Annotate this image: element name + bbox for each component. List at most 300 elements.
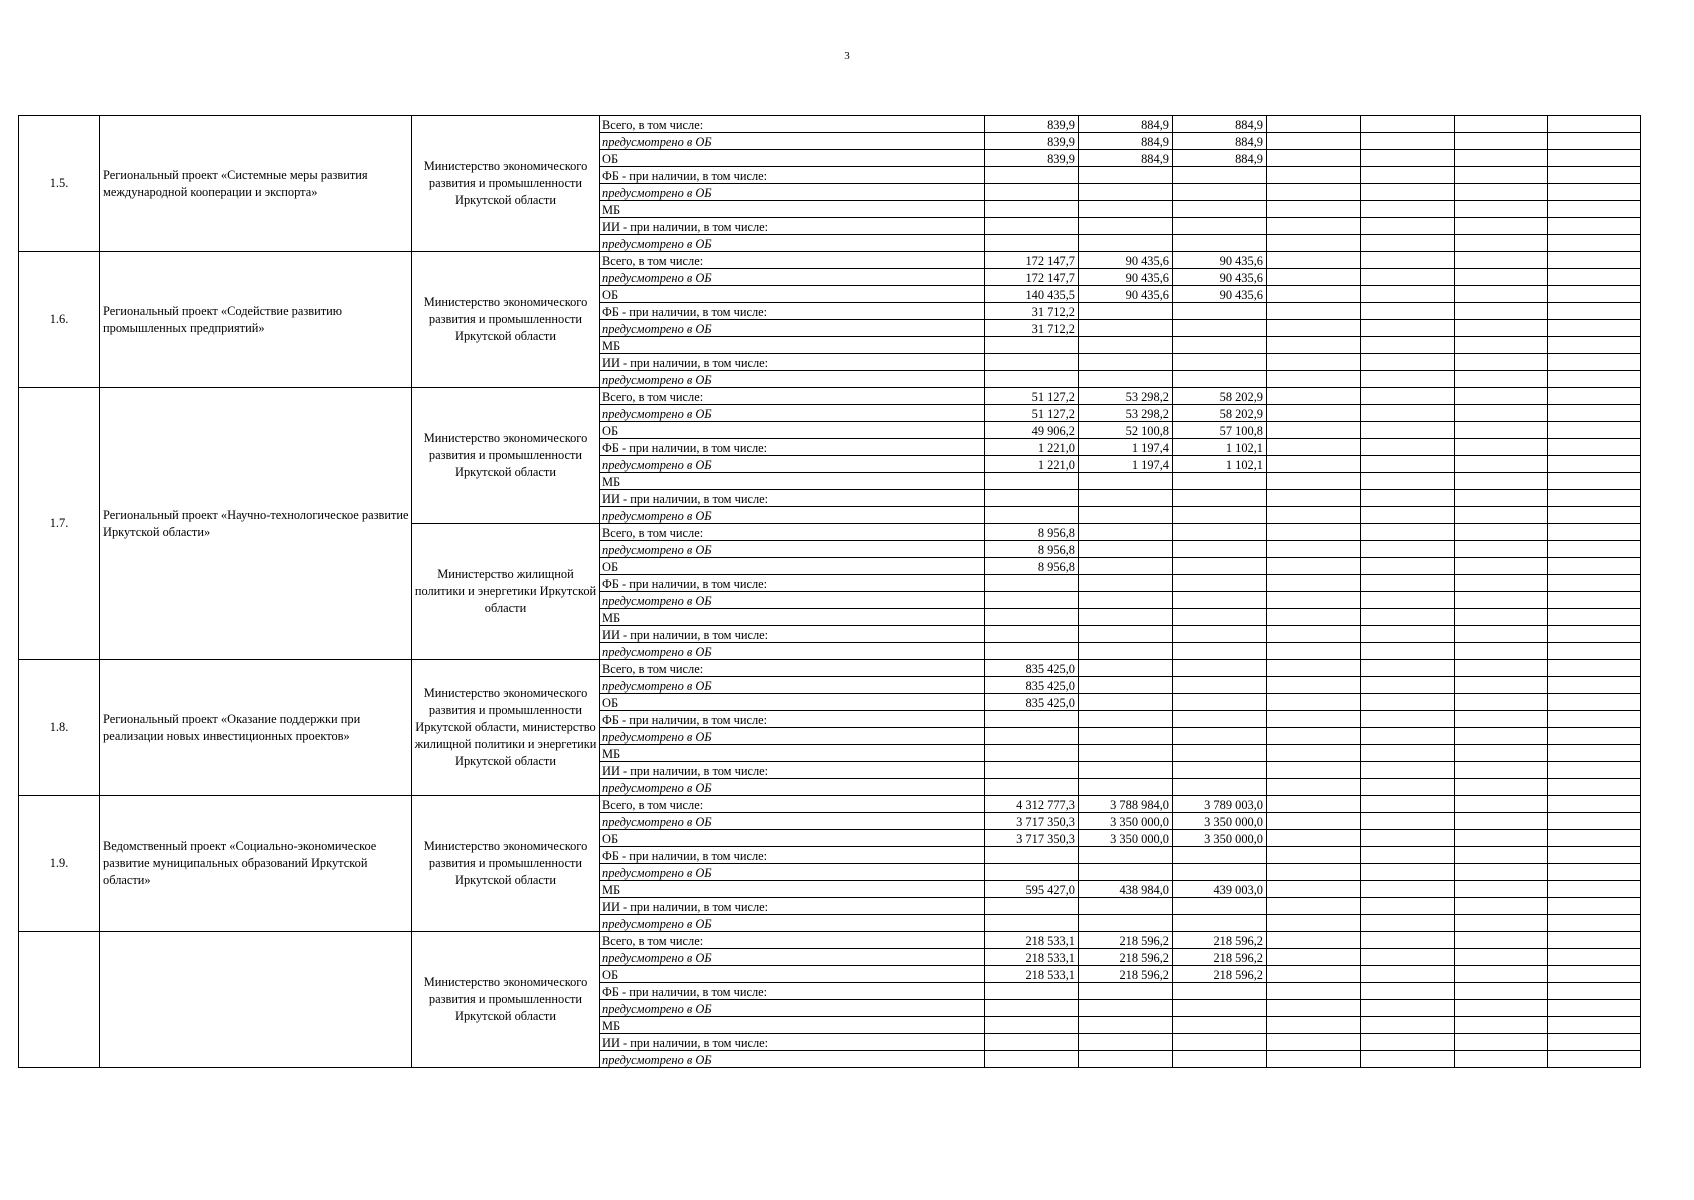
empty-cell — [1455, 881, 1548, 898]
empty-cell — [1361, 490, 1455, 507]
empty-cell — [1455, 983, 1548, 1000]
empty-cell — [1267, 728, 1361, 745]
empty-cell — [1361, 439, 1455, 456]
amount-cell — [1079, 524, 1173, 541]
empty-cell — [1267, 762, 1361, 779]
empty-cell — [1361, 575, 1455, 592]
empty-cell — [1361, 235, 1455, 252]
table-row — [19, 252, 1641, 269]
empty-cell — [1548, 405, 1641, 422]
empty-cell — [1267, 1017, 1361, 1034]
amount-cell — [1079, 626, 1173, 643]
empty-cell — [1361, 405, 1455, 422]
empty-cell — [1455, 830, 1548, 847]
funding-source-label: предусмотрено в ОБ — [600, 184, 985, 201]
empty-cell — [1455, 303, 1548, 320]
funding-source-label: предусмотрено в ОБ — [600, 541, 985, 558]
empty-cell — [1361, 898, 1455, 915]
amount-cell: 140 435,5 — [985, 286, 1079, 303]
amount-cell — [1079, 218, 1173, 235]
amount-cell: 3 350 000,0 — [1173, 813, 1267, 830]
amount-cell: 31 712,2 — [985, 320, 1079, 337]
empty-cell — [1455, 592, 1548, 609]
table-row — [19, 932, 1641, 949]
empty-cell — [1267, 524, 1361, 541]
funding-source-label: предусмотрено в ОБ — [600, 456, 985, 473]
empty-cell — [1455, 541, 1548, 558]
amount-cell — [985, 201, 1079, 218]
amount-cell — [1079, 371, 1173, 388]
amount-cell — [1173, 592, 1267, 609]
amount-cell — [1173, 864, 1267, 881]
empty-cell — [1455, 371, 1548, 388]
empty-cell — [1361, 609, 1455, 626]
empty-cell — [1548, 1051, 1641, 1068]
empty-cell — [1361, 677, 1455, 694]
empty-cell — [1267, 796, 1361, 813]
empty-cell — [1267, 745, 1361, 762]
amount-cell — [985, 473, 1079, 490]
amount-cell — [1173, 371, 1267, 388]
funding-source-label: Всего, в том числе: — [600, 388, 985, 405]
amount-cell — [1173, 541, 1267, 558]
empty-cell — [1267, 847, 1361, 864]
project-name: Региональный проект «Содействие развитию промышленных предприятий» — [100, 252, 412, 388]
empty-cell — [1267, 201, 1361, 218]
amount-cell — [985, 847, 1079, 864]
empty-cell — [1267, 303, 1361, 320]
amount-cell — [985, 354, 1079, 371]
amount-cell — [985, 762, 1079, 779]
empty-cell — [1361, 558, 1455, 575]
page-number: 3 — [844, 50, 850, 62]
empty-cell — [1267, 422, 1361, 439]
amount-cell — [985, 167, 1079, 184]
empty-cell — [1267, 1034, 1361, 1051]
amount-cell — [1173, 643, 1267, 660]
empty-cell — [1361, 456, 1455, 473]
amount-cell: 439 003,0 — [1173, 881, 1267, 898]
funding-source-label: предусмотрено в ОБ — [600, 320, 985, 337]
amount-cell: 8 956,8 — [985, 558, 1079, 575]
empty-cell — [1548, 184, 1641, 201]
amount-cell — [1079, 711, 1173, 728]
amount-cell: 51 127,2 — [985, 388, 1079, 405]
empty-cell — [1455, 456, 1548, 473]
empty-cell — [1361, 745, 1455, 762]
amount-cell — [1079, 1000, 1173, 1017]
empty-cell — [1455, 286, 1548, 303]
amount-cell — [985, 507, 1079, 524]
amount-cell: 1 102,1 — [1173, 439, 1267, 456]
amount-cell: 57 100,8 — [1173, 422, 1267, 439]
empty-cell — [1267, 575, 1361, 592]
amount-cell — [1173, 1000, 1267, 1017]
empty-cell — [1267, 1051, 1361, 1068]
empty-cell — [1361, 269, 1455, 286]
empty-cell — [1455, 320, 1548, 337]
empty-cell — [1267, 167, 1361, 184]
empty-cell — [1361, 507, 1455, 524]
amount-cell — [1079, 303, 1173, 320]
amount-cell: 218 533,1 — [985, 966, 1079, 983]
empty-cell — [1361, 388, 1455, 405]
amount-cell — [1173, 1017, 1267, 1034]
empty-cell — [1267, 490, 1361, 507]
empty-cell — [1267, 609, 1361, 626]
empty-cell — [1361, 915, 1455, 932]
empty-cell — [1455, 660, 1548, 677]
empty-cell — [1455, 422, 1548, 439]
empty-cell — [1267, 779, 1361, 796]
amount-cell — [1173, 915, 1267, 932]
empty-cell — [1361, 337, 1455, 354]
empty-cell — [1548, 847, 1641, 864]
amount-cell — [1079, 354, 1173, 371]
amount-cell: 53 298,2 — [1079, 388, 1173, 405]
empty-cell — [1455, 694, 1548, 711]
amount-cell: 839,9 — [985, 150, 1079, 167]
funding-source-label: предусмотрено в ОБ — [600, 235, 985, 252]
empty-cell — [1548, 473, 1641, 490]
empty-cell — [1361, 949, 1455, 966]
amount-cell — [1079, 762, 1173, 779]
responsible-executor: Министерство экономического развития и промышленности Иркутской области — [412, 116, 600, 252]
amount-cell — [1079, 201, 1173, 218]
amount-cell — [1079, 864, 1173, 881]
empty-cell — [1361, 184, 1455, 201]
empty-cell — [1548, 303, 1641, 320]
amount-cell — [985, 371, 1079, 388]
amount-cell — [985, 643, 1079, 660]
amount-cell — [1173, 218, 1267, 235]
empty-cell — [1455, 116, 1548, 133]
amount-cell: 884,9 — [1173, 150, 1267, 167]
empty-cell — [1267, 133, 1361, 150]
empty-cell — [1267, 507, 1361, 524]
amount-cell — [1079, 473, 1173, 490]
funding-source-label: МБ — [600, 609, 985, 626]
amount-cell: 3 717 350,3 — [985, 830, 1079, 847]
amount-cell — [1173, 354, 1267, 371]
empty-cell — [1267, 541, 1361, 558]
empty-cell — [1548, 575, 1641, 592]
empty-cell — [1455, 252, 1548, 269]
funding-source-label: ИИ - при наличии, в том числе: — [600, 354, 985, 371]
empty-cell — [1455, 949, 1548, 966]
funding-source-label: ОБ — [600, 694, 985, 711]
amount-cell: 218 596,2 — [1173, 932, 1267, 949]
amount-cell: 90 435,6 — [1173, 252, 1267, 269]
funding-source-label: ИИ - при наличии, в том числе: — [600, 762, 985, 779]
empty-cell — [1548, 167, 1641, 184]
amount-cell — [1173, 1051, 1267, 1068]
table-row — [19, 388, 1641, 405]
amount-cell: 90 435,6 — [1079, 286, 1173, 303]
amount-cell — [985, 864, 1079, 881]
funding-source-label: ФБ - при наличии, в том числе: — [600, 167, 985, 184]
amount-cell — [1173, 167, 1267, 184]
empty-cell — [1455, 133, 1548, 150]
funding-source-label: МБ — [600, 881, 985, 898]
funding-source-label: ИИ - при наличии, в том числе: — [600, 1034, 985, 1051]
empty-cell — [1361, 252, 1455, 269]
empty-cell — [1267, 184, 1361, 201]
empty-cell — [1548, 881, 1641, 898]
section-index: 1.6. — [19, 252, 100, 388]
amount-cell: 884,9 — [1079, 150, 1173, 167]
amount-cell: 90 435,6 — [1079, 252, 1173, 269]
funding-source-label: ФБ - при наличии, в том числе: — [600, 303, 985, 320]
amount-cell — [1173, 983, 1267, 1000]
empty-cell — [1361, 932, 1455, 949]
empty-cell — [1455, 507, 1548, 524]
empty-cell — [1548, 252, 1641, 269]
empty-cell — [1361, 847, 1455, 864]
amount-cell — [1173, 779, 1267, 796]
amount-cell — [1079, 167, 1173, 184]
empty-cell — [1548, 388, 1641, 405]
amount-cell — [1079, 660, 1173, 677]
empty-cell — [1455, 1051, 1548, 1068]
empty-cell — [1361, 813, 1455, 830]
amount-cell: 52 100,8 — [1079, 422, 1173, 439]
empty-cell — [1548, 626, 1641, 643]
empty-cell — [1361, 830, 1455, 847]
amount-cell — [1173, 320, 1267, 337]
funding-source-label: предусмотрено в ОБ — [600, 813, 985, 830]
empty-cell — [1361, 133, 1455, 150]
empty-cell — [1361, 320, 1455, 337]
funding-source-label: ОБ — [600, 150, 985, 167]
amount-cell: 3 350 000,0 — [1079, 830, 1173, 847]
empty-cell — [1267, 949, 1361, 966]
empty-cell — [1267, 473, 1361, 490]
empty-cell — [1267, 660, 1361, 677]
funding-source-label: предусмотрено в ОБ — [600, 405, 985, 422]
empty-cell — [1548, 541, 1641, 558]
empty-cell — [1548, 320, 1641, 337]
empty-cell — [1455, 762, 1548, 779]
empty-cell — [1455, 915, 1548, 932]
empty-cell — [1548, 762, 1641, 779]
empty-cell — [1267, 252, 1361, 269]
amount-cell: 884,9 — [1173, 133, 1267, 150]
responsible-executor: Министерство экономического развития и промышленности Иркутской области — [412, 796, 600, 932]
section-index: 1.8. — [19, 660, 100, 796]
empty-cell — [1548, 745, 1641, 762]
amount-cell — [1173, 847, 1267, 864]
empty-cell — [1548, 235, 1641, 252]
empty-cell — [1455, 388, 1548, 405]
empty-cell — [1361, 218, 1455, 235]
empty-cell — [1267, 711, 1361, 728]
empty-cell — [1548, 864, 1641, 881]
empty-cell — [1548, 898, 1641, 915]
amount-cell — [985, 1017, 1079, 1034]
empty-cell — [1361, 779, 1455, 796]
amount-cell: 90 435,6 — [1079, 269, 1173, 286]
amount-cell: 3 717 350,3 — [985, 813, 1079, 830]
empty-cell — [1361, 150, 1455, 167]
amount-cell: 884,9 — [1173, 116, 1267, 133]
amount-cell — [1079, 320, 1173, 337]
empty-cell — [1455, 796, 1548, 813]
empty-cell — [1548, 983, 1641, 1000]
empty-cell — [1548, 439, 1641, 456]
amount-cell: 3 788 984,0 — [1079, 796, 1173, 813]
amount-cell — [1173, 660, 1267, 677]
amount-cell — [985, 218, 1079, 235]
empty-cell — [1548, 116, 1641, 133]
amount-cell: 3 350 000,0 — [1079, 813, 1173, 830]
amount-cell: 58 202,9 — [1173, 405, 1267, 422]
empty-cell — [1455, 269, 1548, 286]
empty-cell — [1267, 830, 1361, 847]
funding-source-label: предусмотрено в ОБ — [600, 864, 985, 881]
responsible-executor: Министерство экономического развития и промышленности Иркутской области, министерство жилищной политики и энергетики Иркутской области — [412, 660, 600, 796]
empty-cell — [1455, 337, 1548, 354]
empty-cell — [1548, 286, 1641, 303]
amount-cell: 3 350 000,0 — [1173, 830, 1267, 847]
amount-cell — [1173, 558, 1267, 575]
empty-cell — [1548, 694, 1641, 711]
empty-cell — [1267, 592, 1361, 609]
amount-cell — [985, 575, 1079, 592]
empty-cell — [1267, 898, 1361, 915]
empty-cell — [1455, 643, 1548, 660]
amount-cell: 835 425,0 — [985, 677, 1079, 694]
empty-cell — [1361, 1017, 1455, 1034]
empty-cell — [1361, 864, 1455, 881]
amount-cell — [985, 711, 1079, 728]
amount-cell — [1079, 694, 1173, 711]
empty-cell — [1548, 796, 1641, 813]
funding-source-label: ИИ - при наличии, в том числе: — [600, 218, 985, 235]
amount-cell: 218 596,2 — [1079, 966, 1173, 983]
empty-cell — [1455, 405, 1548, 422]
empty-cell — [1548, 524, 1641, 541]
amount-cell: 49 906,2 — [985, 422, 1079, 439]
amount-cell — [1079, 490, 1173, 507]
funding-source-label: предусмотрено в ОБ — [600, 1051, 985, 1068]
empty-cell — [1548, 966, 1641, 983]
empty-cell — [1361, 303, 1455, 320]
amount-cell — [1173, 677, 1267, 694]
amount-cell — [1173, 626, 1267, 643]
empty-cell — [1455, 575, 1548, 592]
funding-source-label: ФБ - при наличии, в том числе: — [600, 847, 985, 864]
empty-cell — [1267, 932, 1361, 949]
empty-cell — [1455, 864, 1548, 881]
funding-source-label: предусмотрено в ОБ — [600, 728, 985, 745]
empty-cell — [1267, 694, 1361, 711]
project-name: Ведомственный проект «Социально-экономическое развитие муниципальных образований Иркутской области» — [100, 796, 412, 932]
empty-cell — [1361, 473, 1455, 490]
empty-cell — [1361, 1051, 1455, 1068]
empty-cell — [1455, 626, 1548, 643]
empty-cell — [1548, 711, 1641, 728]
amount-cell — [985, 235, 1079, 252]
empty-cell — [1361, 966, 1455, 983]
empty-cell — [1267, 269, 1361, 286]
amount-cell — [1173, 473, 1267, 490]
section-index: 1.7. — [19, 388, 100, 660]
funding-source-label: предусмотрено в ОБ — [600, 643, 985, 660]
amount-cell — [1079, 1017, 1173, 1034]
funding-source-label: МБ — [600, 745, 985, 762]
empty-cell — [1455, 932, 1548, 949]
amount-cell: 4 312 777,3 — [985, 796, 1079, 813]
empty-cell — [1267, 388, 1361, 405]
project-name — [100, 932, 412, 1068]
empty-cell — [1361, 167, 1455, 184]
amount-cell: 58 202,9 — [1173, 388, 1267, 405]
amount-cell — [985, 1000, 1079, 1017]
empty-cell — [1548, 456, 1641, 473]
empty-cell — [1361, 541, 1455, 558]
project-name: Региональный проект «Научно-технологическое развитие Иркутской области» — [100, 388, 412, 660]
empty-cell — [1455, 167, 1548, 184]
empty-cell — [1267, 915, 1361, 932]
funding-source-label: Всего, в том числе: — [600, 252, 985, 269]
funding-source-label: Всего, в том числе: — [600, 524, 985, 541]
empty-cell — [1267, 626, 1361, 643]
funding-source-label: ФБ - при наличии, в том числе: — [600, 983, 985, 1000]
empty-cell — [1548, 609, 1641, 626]
amount-cell — [985, 915, 1079, 932]
funding-source-label: ОБ — [600, 966, 985, 983]
funding-source-label: ИИ - при наличии, в том числе: — [600, 490, 985, 507]
empty-cell — [1267, 677, 1361, 694]
empty-cell — [1455, 1000, 1548, 1017]
funding-source-label: предусмотрено в ОБ — [600, 592, 985, 609]
responsible-executor: Министерство экономического развития и промышленности Иркутской области — [412, 388, 600, 524]
empty-cell — [1548, 1017, 1641, 1034]
amount-cell — [1079, 1051, 1173, 1068]
amount-cell: 1 197,4 — [1079, 456, 1173, 473]
empty-cell — [1361, 660, 1455, 677]
amount-cell — [985, 1034, 1079, 1051]
empty-cell — [1267, 235, 1361, 252]
empty-cell — [1361, 354, 1455, 371]
amount-cell — [1079, 592, 1173, 609]
funding-source-label: ИИ - при наличии, в том числе: — [600, 626, 985, 643]
empty-cell — [1267, 643, 1361, 660]
empty-cell — [1548, 337, 1641, 354]
amount-cell — [1173, 235, 1267, 252]
empty-cell — [1548, 830, 1641, 847]
empty-cell — [1267, 354, 1361, 371]
empty-cell — [1548, 592, 1641, 609]
empty-cell — [1548, 422, 1641, 439]
funding-source-label: предусмотрено в ОБ — [600, 677, 985, 694]
empty-cell — [1548, 660, 1641, 677]
empty-cell — [1455, 201, 1548, 218]
empty-cell — [1455, 745, 1548, 762]
funding-source-label: предусмотрено в ОБ — [600, 1000, 985, 1017]
amount-cell: 835 425,0 — [985, 694, 1079, 711]
funding-source-label: МБ — [600, 1017, 985, 1034]
amount-cell: 218 596,2 — [1079, 932, 1173, 949]
amount-cell — [1079, 677, 1173, 694]
amount-cell: 51 127,2 — [985, 405, 1079, 422]
amount-cell: 438 984,0 — [1079, 881, 1173, 898]
amount-cell — [1173, 711, 1267, 728]
amount-cell: 218 596,2 — [1173, 949, 1267, 966]
empty-cell — [1548, 677, 1641, 694]
empty-cell — [1455, 439, 1548, 456]
